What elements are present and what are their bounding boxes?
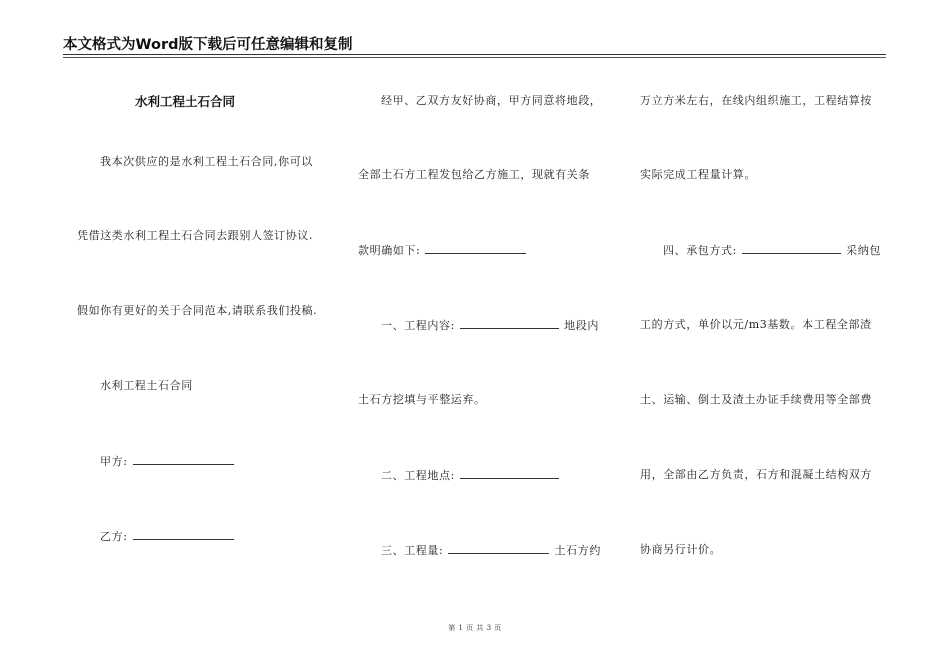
col2-line-6 [381,468,560,483]
intro-line-2: 凭借这类水利工程土石合同去跟别人签订协议. [77,229,314,242]
terms-label: 款明确如下: [358,244,421,257]
party-a-label: 甲方: [100,455,128,468]
col3-line-3 [663,243,881,258]
terms-blank[interactable] [425,243,526,254]
col3-line-6: 用，全部由乙方负责，石方和混凝土结构双方 [640,468,872,481]
col2-line-2: 全部土石方工程发包给乙方施工，现就有关条 [358,168,590,181]
work-content-label: 一、工程内容: [381,319,455,332]
party-a-blank[interactable] [133,454,234,465]
contract-mode-blank[interactable] [742,243,841,254]
document-banner: 本文格式为Word版下载后可任意编辑和复制 [63,37,353,53]
work-content-blank[interactable] [460,318,559,329]
header-rule-bottom [63,57,886,58]
page-number: 第 1 页 共 3 页 [448,624,502,632]
document-title: 水利工程土石合同 [135,94,236,109]
party-b-label: 乙方: [100,530,128,543]
work-quantity-blank[interactable] [448,543,549,554]
contract-name: 水利工程土石合同 [100,379,193,392]
work-location-blank[interactable] [460,468,559,479]
party-a-row [100,454,235,469]
header-rule-top [63,54,886,55]
col3-line-1: 万立方米左右，在线内组织施工，工程结算按 [640,94,872,107]
contract-mode-suffix: 采纳包 [846,244,881,257]
work-location-label: 二、工程地点: [381,469,455,482]
intro-line-3: 假如你有更好的关于合同范本,请联系我们投稿. [77,304,318,317]
work-content-suffix: 地段内 [564,319,599,332]
col3-line-5: 土、运输、倒土及渣土办证手续费用等全部费 [640,393,872,406]
party-b-blank[interactable] [133,529,234,540]
col2-line-1: 经甲、乙双方友好协商，甲方同意将地段， [381,94,602,107]
col2-line-3 [358,243,527,258]
work-quantity-suffix: 土石方约 [554,544,601,557]
contract-mode-label: 四、承包方式: [663,244,737,257]
col2-line-5: 土石方挖填与平整运弃。 [358,393,486,406]
col2-line-4 [381,318,599,333]
col3-line-7: 协商另行计价。 [640,543,722,556]
intro-line-1: 我本次供应的是水利工程土石合同,你可以 [100,155,313,168]
col3-line-2: 实际完成工程量计算。 [640,168,756,181]
party-b-row [100,529,235,544]
work-quantity-label: 三、工程量: [381,544,444,557]
col2-line-7 [381,543,601,558]
col3-line-4: 工的方式，单价以元/m3基数。本工程全部渣 [640,318,872,331]
